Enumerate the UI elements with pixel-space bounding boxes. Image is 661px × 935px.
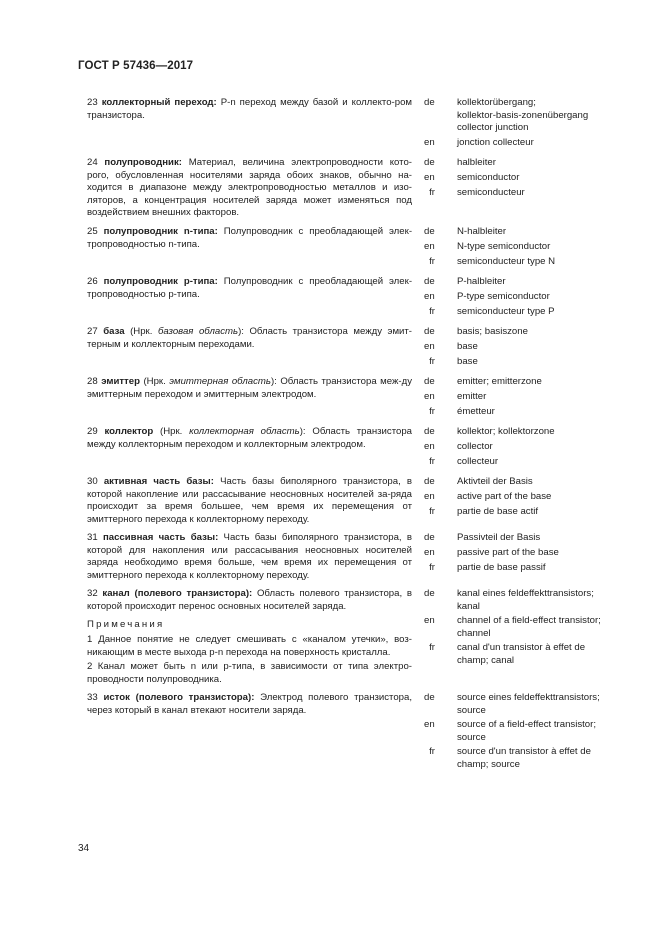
- lang-code-de: de: [424, 97, 435, 108]
- nrk-suffix: ):: [270, 376, 277, 387]
- translation-fr: collecteur: [457, 456, 499, 467]
- lang-code-fr: fr: [429, 746, 435, 757]
- lang-code-fr: fr: [429, 187, 435, 198]
- translation-en: semiconductor: [457, 172, 520, 183]
- term-name: база: [103, 326, 125, 337]
- lang-code-en: en: [424, 291, 435, 302]
- term-name: полупроводник р-типа:: [103, 276, 218, 287]
- lang-code-fr: fr: [429, 506, 435, 517]
- term-number: 28: [87, 376, 102, 387]
- nrk-suffix: ):: [299, 426, 306, 437]
- term-entry-25: [87, 226, 412, 251]
- term-name: коллекторный переход:: [101, 97, 217, 108]
- translation-fr: semiconducteur type N: [457, 256, 556, 267]
- term-number: 26: [87, 276, 104, 287]
- term-number: 31: [87, 532, 103, 543]
- nrk-prefix: (Нрк.: [124, 326, 158, 337]
- lang-code-de: de: [424, 532, 435, 543]
- term-entry-27: [87, 326, 412, 351]
- translation-en: N-type semiconductor: [457, 241, 551, 252]
- lang-code-en: en: [424, 137, 435, 148]
- term-definition: Часть базы биполярного транзистора, в которой накопление или рассасывание неосновных носителей за-ряда происходит за время большее, чем время их перемещения от эмиттерного перехода к коллекторному переходу.: [87, 476, 412, 525]
- translation-en: active part of the base: [457, 491, 552, 502]
- term-entry-29: [87, 426, 412, 451]
- lang-code-fr: fr: [429, 456, 435, 467]
- term-entry-23: [87, 97, 412, 122]
- lang-code-de: de: [424, 476, 435, 487]
- notes-title: Примечания: [87, 619, 165, 630]
- translation-de: basis; basiszone: [457, 326, 528, 337]
- document-header: ГОСТ Р 57436—2017: [78, 60, 194, 72]
- lang-code-fr: fr: [429, 256, 435, 267]
- term-number: 33: [87, 692, 104, 703]
- term-definition: Область полевого транзистора, в которой происходит перенос основных носителей заряда.: [87, 588, 412, 612]
- lang-code-de: de: [424, 426, 435, 437]
- term-definition: Электрод полевого транзистора, через который в канал втекают носители заряда.: [87, 692, 413, 716]
- lang-code-fr: fr: [429, 562, 435, 573]
- term-name: канал (полевого транзистора):: [102, 588, 253, 599]
- translation-en: base: [457, 341, 478, 352]
- term-definition: Область транзистора между коллекторным переходом и коллекторным электродом.: [87, 426, 413, 450]
- translation-de: emitter; emitterzone: [457, 376, 542, 387]
- translation-en: collector: [457, 441, 493, 452]
- term-definition: Область транзистора между эмит-терным и коллекторным переходами.: [87, 326, 412, 350]
- nrk-prefix: (Нрк.: [139, 376, 170, 387]
- lang-code-en: en: [424, 241, 435, 252]
- lang-code-de: de: [424, 692, 435, 703]
- translation-en: jonction collecteur: [457, 137, 534, 148]
- term-definition: Область транзистора меж-ду эмиттерным переходом и эмиттерным электродом.: [87, 376, 413, 400]
- translation-de: kollektorübergang; kollektor-basis-zonenübergang collector junction: [457, 97, 589, 134]
- term-number: 29: [87, 426, 105, 437]
- page-number: 34: [78, 843, 90, 854]
- translation-fr: partie de base passif: [457, 562, 546, 573]
- term-definition: Полупроводник с преобладающей элек-тропроводностью р-типа.: [87, 276, 413, 300]
- lang-code-de: de: [424, 157, 435, 168]
- term-number: 25: [87, 226, 104, 237]
- term-synonym: эмиттерная область: [169, 376, 271, 387]
- nrk-prefix: (Нрк.: [153, 426, 190, 437]
- lang-code-de: de: [424, 276, 435, 287]
- lang-code-en: en: [424, 615, 435, 626]
- translation-de: kanal eines feldeffekttransistors; kanal: [457, 588, 594, 612]
- term-entry-33: [87, 692, 412, 717]
- translation-de: P-halbleiter: [457, 276, 506, 287]
- term-name: активная часть базы:: [103, 476, 214, 487]
- translation-en: P-type semiconductor: [457, 291, 550, 302]
- term-definition: Полупроводник с преобладающей элек-тропроводностью n-типа.: [87, 226, 413, 250]
- translation-fr: partie de base actif: [457, 506, 539, 517]
- lang-code-en: en: [424, 441, 435, 452]
- translation-fr: canal d'un transistor à effet de champ; canal: [457, 642, 586, 666]
- translation-en: passive part of the base: [457, 547, 559, 558]
- translation-de: source eines feldeffekttransistors; source: [457, 692, 600, 716]
- term-name: эмиттер: [101, 376, 140, 387]
- lang-code-de: de: [424, 588, 435, 599]
- lang-code-en: en: [424, 391, 435, 402]
- lang-code-en: en: [424, 547, 435, 558]
- translation-fr: base: [457, 356, 478, 367]
- translation-fr: émetteur: [457, 406, 495, 417]
- translation-en: source of a field-effect transistor; source: [457, 719, 596, 743]
- term-name: коллектор: [104, 426, 154, 437]
- translation-de: Aktivteil der Basis: [457, 476, 533, 487]
- term-entry-28: [87, 376, 412, 401]
- lang-code-de: de: [424, 326, 435, 337]
- term-name: полупроводник:: [104, 157, 182, 168]
- translation-en: emitter: [457, 391, 487, 402]
- translation-de: Passivteil der Basis: [457, 532, 541, 543]
- term-entry-30: [87, 476, 412, 526]
- term-name: исток (полевого транзистора):: [103, 692, 255, 703]
- translation-en: channel of a field-effect transistor; channel: [457, 615, 601, 639]
- note-1: 1 Данное понятие не следует смешивать с «каналом утечки», воз-никающим в месте выхода р-n перехода на поверхность кристалла.: [87, 634, 412, 658]
- term-number: 30: [87, 476, 104, 487]
- nrk-suffix: ):: [238, 326, 244, 337]
- term-name: полупроводник n-типа:: [103, 226, 218, 237]
- term-definition: Р-n переход между базой и коллекто-ром транзистора.: [87, 97, 412, 121]
- lang-code-fr: fr: [429, 406, 435, 417]
- term-name: пассивная часть базы:: [102, 532, 219, 543]
- term-entry-32: [87, 588, 412, 613]
- term-number: 24: [87, 157, 105, 168]
- translation-fr: semiconducteur type P: [457, 306, 555, 317]
- lang-code-fr: fr: [429, 356, 435, 367]
- term-synonym: коллекторная область: [189, 426, 300, 437]
- term-entry-26: [87, 276, 412, 301]
- note-2: 2 Канал может быть n или р-типа, в зависимости от типа электро-проводности полупроводника.: [87, 661, 412, 685]
- term-definition: Материал, величина электропроводности кото-рого, обусловленная носителями заряда обоих знаков, обычно на-ходится в диапазоне между электропроводностью металлов и изо-ляторов, а концентрация носителей заряда может изменяться под воздействием внешних факторов.: [87, 157, 412, 219]
- lang-code-de: de: [424, 376, 435, 387]
- term-number: 27: [87, 326, 104, 337]
- lang-code-fr: fr: [429, 642, 435, 653]
- term-definition: Часть базы биполярного транзистора, в которой для накопления или рассасывания неосновных носителей заряда необходимо время больше, чем время их перемещения от эмиттерного перехода к коллекторному переходу.: [87, 532, 412, 581]
- lang-code-en: en: [424, 172, 435, 183]
- term-entry-31: [87, 532, 412, 582]
- lang-code-de: de: [424, 226, 435, 237]
- lang-code-en: en: [424, 719, 435, 730]
- lang-code-en: en: [424, 341, 435, 352]
- term-number: 23: [87, 97, 102, 108]
- translation-de: halbleiter: [457, 157, 496, 168]
- translation-fr: semiconducteur: [457, 187, 525, 198]
- term-entry-24: [87, 157, 412, 220]
- lang-code-fr: fr: [429, 306, 435, 317]
- translation-fr: source d'un transistor à effet de champ; source: [457, 746, 591, 770]
- term-synonym: базовая область: [157, 326, 239, 337]
- translation-de: kollektor; kollektorzone: [457, 426, 555, 437]
- translation-de: N-halbleiter: [457, 226, 507, 237]
- term-number: 32: [87, 588, 103, 599]
- lang-code-en: en: [424, 491, 435, 502]
